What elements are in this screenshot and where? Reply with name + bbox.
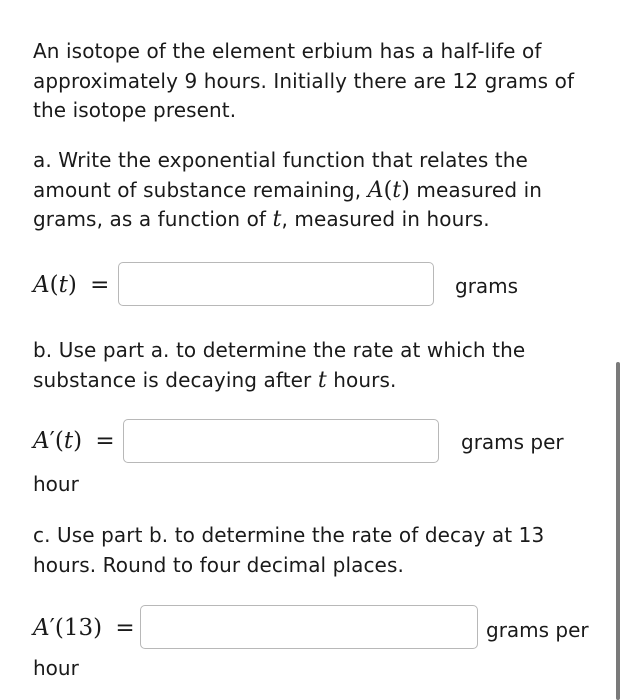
part-c-answer-input[interactable] <box>140 605 478 649</box>
part-a-prefix: a. Write the exponential function that relates the amount of substance remaining, <box>33 148 528 202</box>
part-b-unit-wrap: hour <box>33 472 79 496</box>
part-b-prefix: b. Use part a. to determine the rate at which the substance is decaying after <box>33 338 526 392</box>
part-c-unit: grams per <box>486 618 589 642</box>
part-b-var-math: t <box>317 367 327 393</box>
intro-paragraph: An isotope of the element erbium has a half-life of approximately 9 hours. Initially there are 12 grams of the isotope present. <box>33 39 575 122</box>
part-c-prompt: c. Use part b. to determine the rate of decay at 13 hours. Round to four decimal places. <box>33 523 545 577</box>
part-a-middle: measured in grams, as a function of <box>33 177 543 231</box>
part-b-prompt <box>33 336 593 395</box>
part-b-answer-input[interactable] <box>123 419 439 463</box>
part-c-equation-label: A′(13) = <box>33 615 135 641</box>
part-a-var-math: t <box>272 207 282 232</box>
part-b-unit: grams per <box>461 430 564 454</box>
vertical-scrollbar[interactable] <box>616 362 620 700</box>
part-b-equation-label: A′(t) = <box>33 428 115 454</box>
part-a-func-math: A(t) <box>367 177 410 203</box>
part-a-answer-input[interactable] <box>118 262 434 306</box>
part-a-prompt <box>33 146 593 235</box>
part-a-suffix: , measured in hours. <box>281 207 490 231</box>
part-a-unit: grams <box>455 274 519 298</box>
part-a-equation-label: A(t) = <box>33 272 110 298</box>
part-b-suffix: hours. <box>326 367 397 392</box>
part-c-unit-wrap: hour <box>33 656 79 680</box>
